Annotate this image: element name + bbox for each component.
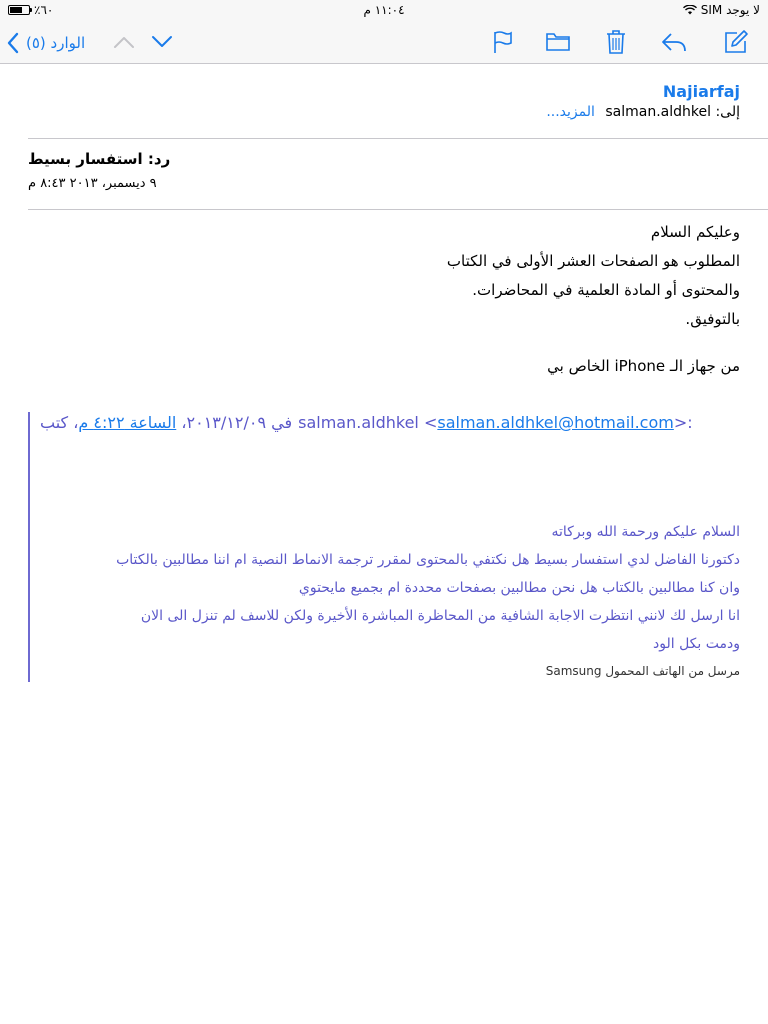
quote-email-close: >:	[673, 413, 693, 432]
quote-line: السلام عليكم ورحمة الله وبركاته	[551, 524, 740, 540]
previous-message-button[interactable]	[110, 29, 138, 55]
message-date: ٩ ديسمبر، ٢٠١٣ ٨:٤٣ م	[28, 176, 157, 191]
flag-icon	[491, 30, 513, 54]
inbox-label: الوارد (٥)	[26, 34, 86, 52]
message-signature: من جهاز الـ iPhone الخاص بي	[547, 357, 740, 375]
message-body	[28, 218, 740, 334]
status-right	[683, 3, 760, 17]
recipient-line	[546, 104, 740, 120]
wifi-icon	[683, 5, 697, 15]
toolbar	[0, 20, 768, 64]
quote-header-prefix: في ٢٠١٣/١٢/٠٩،	[176, 413, 293, 432]
chevron-down-icon	[151, 35, 173, 49]
quote-bar	[28, 412, 30, 682]
battery-label: ٪٦٠	[34, 3, 54, 17]
quote-time-link[interactable]: الساعة ٤:٢٢ م	[78, 413, 177, 432]
quote-header-date	[40, 413, 292, 432]
reply-button[interactable]	[660, 29, 688, 55]
quote-header	[298, 413, 693, 432]
quote-line: انا ارسل لك لانني انتظرت الاجابة الشافية من المحاظرة المباشرة الأخيرة ولكن للاسف لم تنزل الى الان	[140, 608, 740, 624]
folder-icon	[545, 31, 571, 53]
quote-line: ودمت بكل الود	[653, 636, 740, 652]
trash-button[interactable]	[602, 29, 630, 55]
body-line: والمحتوى أو المادة العلمية في المحاضرات.	[472, 281, 740, 299]
chevron-up-icon	[113, 35, 135, 49]
move-folder-button[interactable]	[544, 29, 572, 55]
carrier-label: لا يوجد SIM	[700, 3, 760, 17]
compose-icon	[723, 29, 749, 55]
quote-email-open: <	[423, 413, 438, 432]
quote-footer: مرسل من الهاتف المحمول Samsung	[545, 664, 740, 678]
chevron-left-icon	[6, 32, 20, 54]
body-line: بالتوفيق.	[685, 310, 740, 328]
subject-divider	[28, 209, 768, 210]
message-subject: رد: استفسار بسيط	[28, 150, 171, 168]
quote-line: وان كنا مطالبين بالكتاب هل نحن مطالبين بصفحات محددة ام بجميع مايحتوي	[298, 580, 740, 596]
inbox-button[interactable]	[6, 30, 85, 56]
to-label: إلى:	[715, 104, 740, 120]
body-line: المطلوب هو الصفحات العشر الأولى في الكتاب	[446, 252, 740, 270]
reply-icon	[660, 31, 688, 53]
more-recipients-link[interactable]: المزيد...	[546, 104, 595, 120]
sender-name[interactable]: Najiarfaj	[662, 82, 740, 101]
flag-button[interactable]	[488, 29, 516, 55]
status-bar	[0, 0, 768, 20]
next-message-button[interactable]	[148, 29, 176, 55]
recipient-name[interactable]: salman.aldhkel	[605, 104, 711, 120]
body-line: وعليكم السلام	[650, 223, 740, 241]
header-divider	[28, 138, 768, 139]
quote-email-link[interactable]: salman.aldhkel@hotmail.com	[437, 413, 674, 432]
compose-button[interactable]	[722, 29, 750, 55]
quote-header-suffix: ، كتب	[40, 413, 79, 432]
quote-body	[40, 518, 740, 658]
status-time: ١١:٠٤ م	[363, 3, 405, 17]
quote-line: دكتورنا الفاضل لدي استفسار بسيط هل نكتفي بالمحتوى لمقرر ترجمة الانماط النصية ام اننا مطالبين بالكتاب	[116, 552, 740, 568]
quote-writer-name: salman.aldhkel	[298, 413, 419, 432]
trash-icon	[605, 29, 627, 55]
